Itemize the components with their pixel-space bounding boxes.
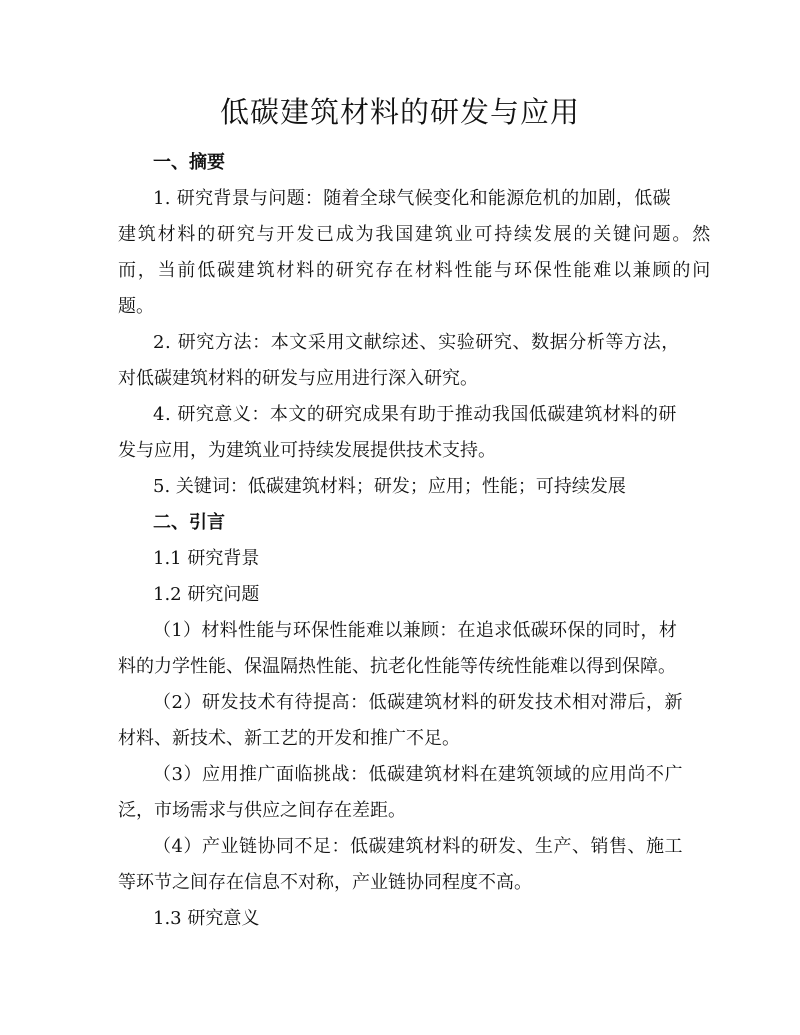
paragraph-line: 而，当前低碳建筑材料的研究存在材料性能与环保性能难以兼顾的问 <box>118 260 712 281</box>
section-heading-introduction: 二、引言 <box>153 512 225 533</box>
paragraph-line: （1）材料性能与环保性能难以兼顾：在追求低碳环保的同时，材 <box>153 620 678 641</box>
paragraph-line: 题。 <box>118 296 154 317</box>
paragraph-line: 泛，市场需求与供应之间存在差距。 <box>118 800 406 821</box>
paragraph-line: （2）研发技术有待提高：低碳建筑材料的研发技术相对滞后，新 <box>153 692 683 713</box>
section-heading-abstract: 一、摘要 <box>153 152 225 173</box>
paragraph-line: 2. 研究方法：本文采用文献综述、实验研究、数据分析等方法， <box>153 332 680 353</box>
paragraph-line: 4. 研究意义：本文的研究成果有助于推动我国低碳建筑材料的研 <box>153 404 677 425</box>
paragraph-line: （4）产业链协同不足：低碳建筑材料的研发、生产、销售、施工 <box>153 836 683 857</box>
paragraph-line: 发与应用，为建筑业可持续发展提供技术支持。 <box>118 440 496 461</box>
document-title: 低碳建筑材料的研发与应用 <box>219 95 580 129</box>
paragraph-line: 等环节之间存在信息不对称，产业链协同程度不高。 <box>118 872 532 893</box>
paragraph-line: （3）应用推广面临挑战：低碳建筑材料在建筑领域的应用尚不广 <box>153 764 683 785</box>
subsection-heading: 1.3 研究意义 <box>153 908 260 929</box>
paragraph-line: 1. 研究背景与问题：随着全球气候变化和能源危机的加剧，低碳 <box>153 188 671 209</box>
subsection-heading: 1.2 研究问题 <box>153 584 260 605</box>
subsection-heading: 1.1 研究背景 <box>153 548 260 569</box>
paragraph-line: 建筑材料的研究与开发已成为我国建筑业可持续发展的关键问题。然 <box>118 224 712 245</box>
paragraph-line: 料的力学性能、保温隔热性能、抗老化性能等传统性能难以得到保障。 <box>118 656 676 677</box>
paragraph-line: 对低碳建筑材料的研发与应用进行深入研究。 <box>118 368 478 389</box>
keywords-line: 5. 关键词：低碳建筑材料；研发；应用；性能；可持续发展 <box>153 476 626 497</box>
paragraph-line: 材料、新技术、新工艺的开发和推广不足。 <box>118 728 460 749</box>
